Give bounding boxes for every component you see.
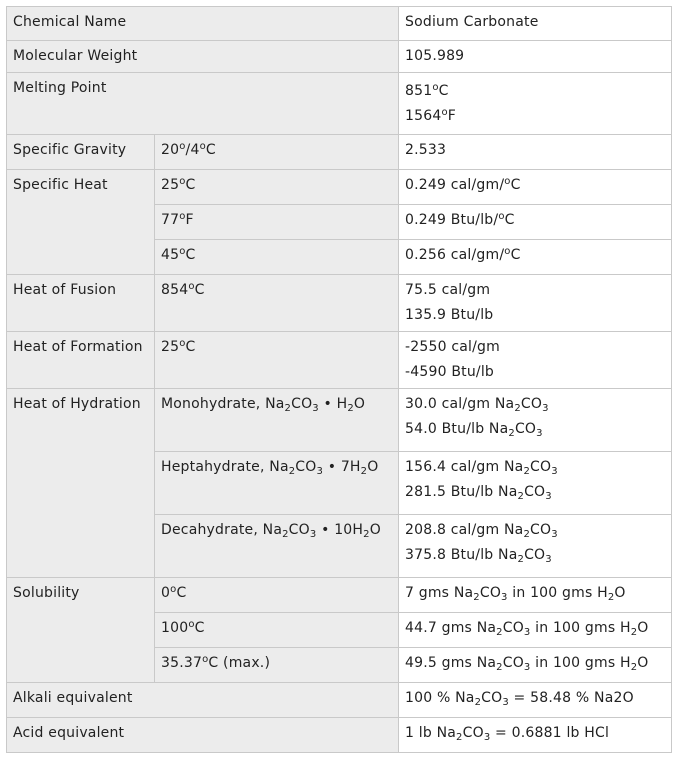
value-melting-point: [399, 73, 672, 135]
heat-of-formation-btu: -4590 Btu/lb: [405, 364, 494, 380]
condition-specific-heat-2: 77$^o$F: [155, 205, 399, 240]
condition-specific-heat-1: 25$^o$C: [155, 170, 399, 205]
heat-of-fusion-btu: 135.9 Btu/lb: [405, 307, 494, 323]
condition-heat-of-fusion: 854$^o$C: [155, 275, 399, 332]
row-solubility: [7, 578, 672, 613]
value-specific-gravity: 2.533: [399, 135, 672, 170]
value-solubility-3: 49.5 gms $Na_2CO_3$ in 100 gms $H_2O$: [399, 648, 672, 683]
value-solubility-1: 7 gms $Na_2CO_3$ in 100 gms $H_2O$: [399, 578, 672, 613]
label-heat-of-hydration: Heat of Hydration: [7, 389, 155, 578]
hydration-hepta-cal: 156.4 cal/gm $Na_2CO_3$: [405, 459, 558, 477]
label-alkali-equivalent: Alkali equivalent: [7, 683, 399, 718]
melting-point-fahrenheit: 1564$^o$F: [405, 107, 457, 124]
condition-solubility-3: 35.37$^o$C (max.): [155, 648, 399, 683]
row-molecular-weight: [7, 41, 672, 73]
properties-table-wrapper: [6, 6, 671, 753]
heat-of-fusion-cal: 75.5 cal/gm: [405, 282, 491, 298]
value-hydration-hepta: [399, 452, 672, 515]
label-heat-of-fusion: Heat of Fusion: [7, 275, 155, 332]
condition-solubility-1: 0$^o$C: [155, 578, 399, 613]
value-acid-equivalent: 1 lb $Na_2CO_3 = 0.6881$ lb HCl: [399, 718, 672, 753]
condition-heat-of-formation: 25$^o$C: [155, 332, 399, 389]
melting-point-celsius: 851$^o$C: [405, 82, 449, 99]
label-specific-heat: Specific Heat: [7, 170, 155, 275]
row-specific-gravity: [7, 135, 672, 170]
value-heat-of-formation: [399, 332, 672, 389]
hydration-hepta-btu: 281.5 Btu/lb $Na_2CO_3$: [405, 484, 552, 502]
condition-specific-heat-3: 45$^o$C: [155, 240, 399, 275]
hydration-mono-btu: 54.0 Btu/lb $Na_2CO_3$: [405, 421, 543, 439]
hydration-deca-cal: 208.8 cal/gm $Na_2CO_3$: [405, 522, 558, 540]
value-specific-heat-1: 0.249 cal/gm/$^o$C: [399, 170, 672, 205]
row-chemical-name: [7, 7, 672, 41]
sodium-carbonate-properties-table: [6, 6, 672, 753]
hydration-mono-cal: 30.0 cal/gm $Na_2CO_3$: [405, 396, 549, 414]
value-specific-heat-2: 0.249 Btu/lb/$^o$C: [399, 205, 672, 240]
label-molecular-weight: Molecular Weight: [7, 41, 399, 73]
value-solubility-2: 44.7 gms $Na_2CO_3$ in 100 gms $H_2O$: [399, 613, 672, 648]
heat-of-formation-cal: -2550 cal/gm: [405, 339, 500, 355]
label-heat-of-formation: Heat of Formation: [7, 332, 155, 389]
condition-hydration-hepta: Heptahydrate, $Na_2CO_3$ • $7H_2O$: [155, 452, 399, 515]
label-acid-equivalent: Acid equivalent: [7, 718, 399, 753]
label-melting-point: Melting Point: [7, 73, 399, 135]
label-solubility: Solubility: [7, 578, 155, 683]
value-molecular-weight: 105.989: [399, 41, 672, 73]
condition-solubility-2: 100$^o$C: [155, 613, 399, 648]
value-heat-of-fusion: [399, 275, 672, 332]
value-hydration-deca: [399, 515, 672, 578]
row-heat-of-fusion: [7, 275, 672, 332]
hydration-deca-btu: 375.8 Btu/lb $Na_2CO_3$: [405, 547, 552, 565]
row-specific-heat: [7, 170, 672, 205]
value-chemical-name: Sodium Carbonate: [399, 7, 672, 41]
row-alkali-equivalent: [7, 683, 672, 718]
value-specific-heat-3: 0.256 cal/gm/$^o$C: [399, 240, 672, 275]
row-melting-point: [7, 73, 672, 135]
label-chemical-name: Chemical Name: [7, 7, 399, 41]
condition-hydration-mono: Monohydrate, $Na_2CO_3$ • $H_2O$: [155, 389, 399, 452]
condition-specific-gravity: 20$^o$/4$^o$C: [155, 135, 399, 170]
value-alkali-equivalent: 100 % $Na_2CO_3 = 58.48$ % Na2O: [399, 683, 672, 718]
row-acid-equivalent: [7, 718, 672, 753]
row-heat-of-formation: [7, 332, 672, 389]
value-hydration-mono: [399, 389, 672, 452]
condition-hydration-deca: Decahydrate, $Na_2CO_3$ • $10H_2O$: [155, 515, 399, 578]
row-heat-of-hydration: [7, 389, 672, 452]
label-specific-gravity: Specific Gravity: [7, 135, 155, 170]
